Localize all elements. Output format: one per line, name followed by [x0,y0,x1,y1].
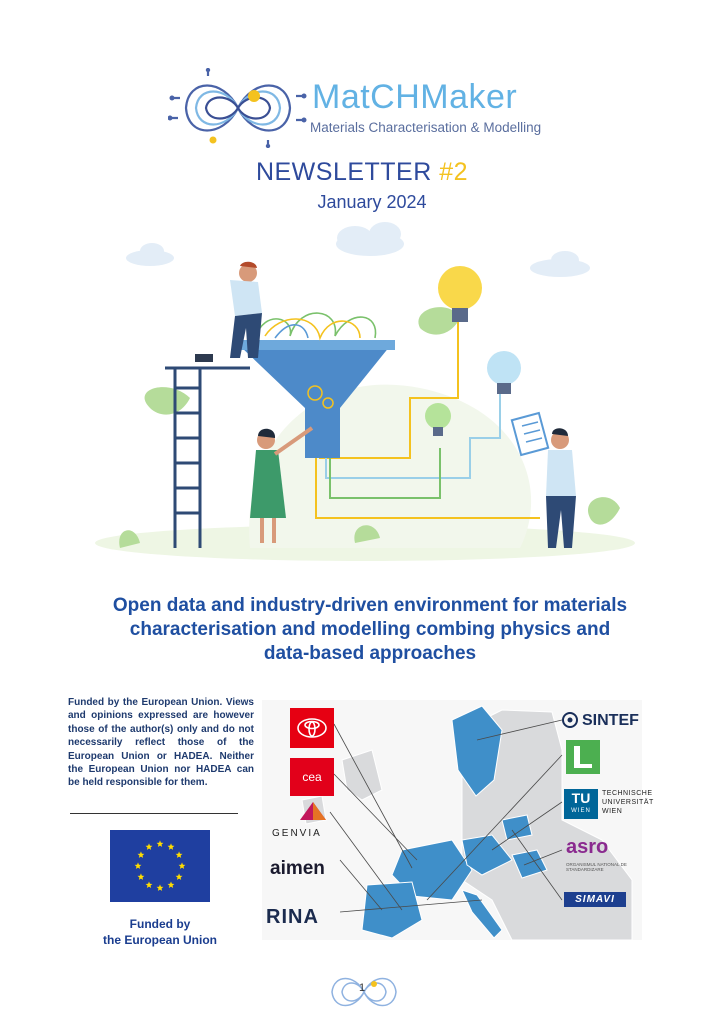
green-partner-logo-icon [566,740,600,774]
matchmaker-logo-icon [168,68,308,148]
tu-line-1: TECHNISCHE [602,790,653,797]
asro-subtitle: ORGANISMUL NATIONAL DE STANDARDIZARE [566,862,627,872]
tu-line-2: UNIVERSITÄT [602,799,654,806]
brand-subtitle: Materials Characterisation & Modelling [310,120,542,135]
tu-wien-name [602,789,654,816]
funded-line-2: the European Union [103,933,217,947]
toyota-logo [290,708,334,748]
toyota-emblem-icon [290,708,334,748]
page-number: 1 [358,982,366,994]
tu-line-3: WIEN [602,808,623,815]
eu-flag-icon [110,830,210,902]
sintef-logo: SINTEF [582,712,639,729]
aimen-logo: aimen [270,858,325,879]
newsletter-title [0,158,724,187]
newsletter-label: NEWSLETTER [255,158,432,186]
genvia-mark-icon [298,800,328,822]
tu-wien-mark [564,789,598,819]
eu-disclaimer: Funded by the European Union. Views and opinions expressed are however those of the author(s) only and do not necessarily reflect those of the European Union or HADEA. Neither the European Union nor HADEA can be held responsible for them. [68,697,254,789]
genvia-logo: GENVIA [272,828,322,839]
sintef-emblem-icon [562,712,578,728]
tagline: Open data and industry-driven environment for materials characterisation and modelling combing physics and data-based approaches [112,595,628,664]
tu-mark-sub: WIEN [571,808,591,814]
brand-name: MatCHMaker [312,78,518,116]
cea-logo: cea [290,758,334,796]
hero-illustration [90,218,640,578]
rina-logo: RINA [266,906,319,928]
funded-line-1: Funded by [129,917,191,931]
divider [70,813,238,814]
simavi-logo: SIMAVI [564,892,626,907]
tu-mark-text: TU [571,790,591,806]
issue-date: January 2024 [317,192,427,212]
asro-logo: asro [566,836,609,858]
newsletter-number: #2 [439,158,469,186]
funded-by-eu [70,916,250,948]
